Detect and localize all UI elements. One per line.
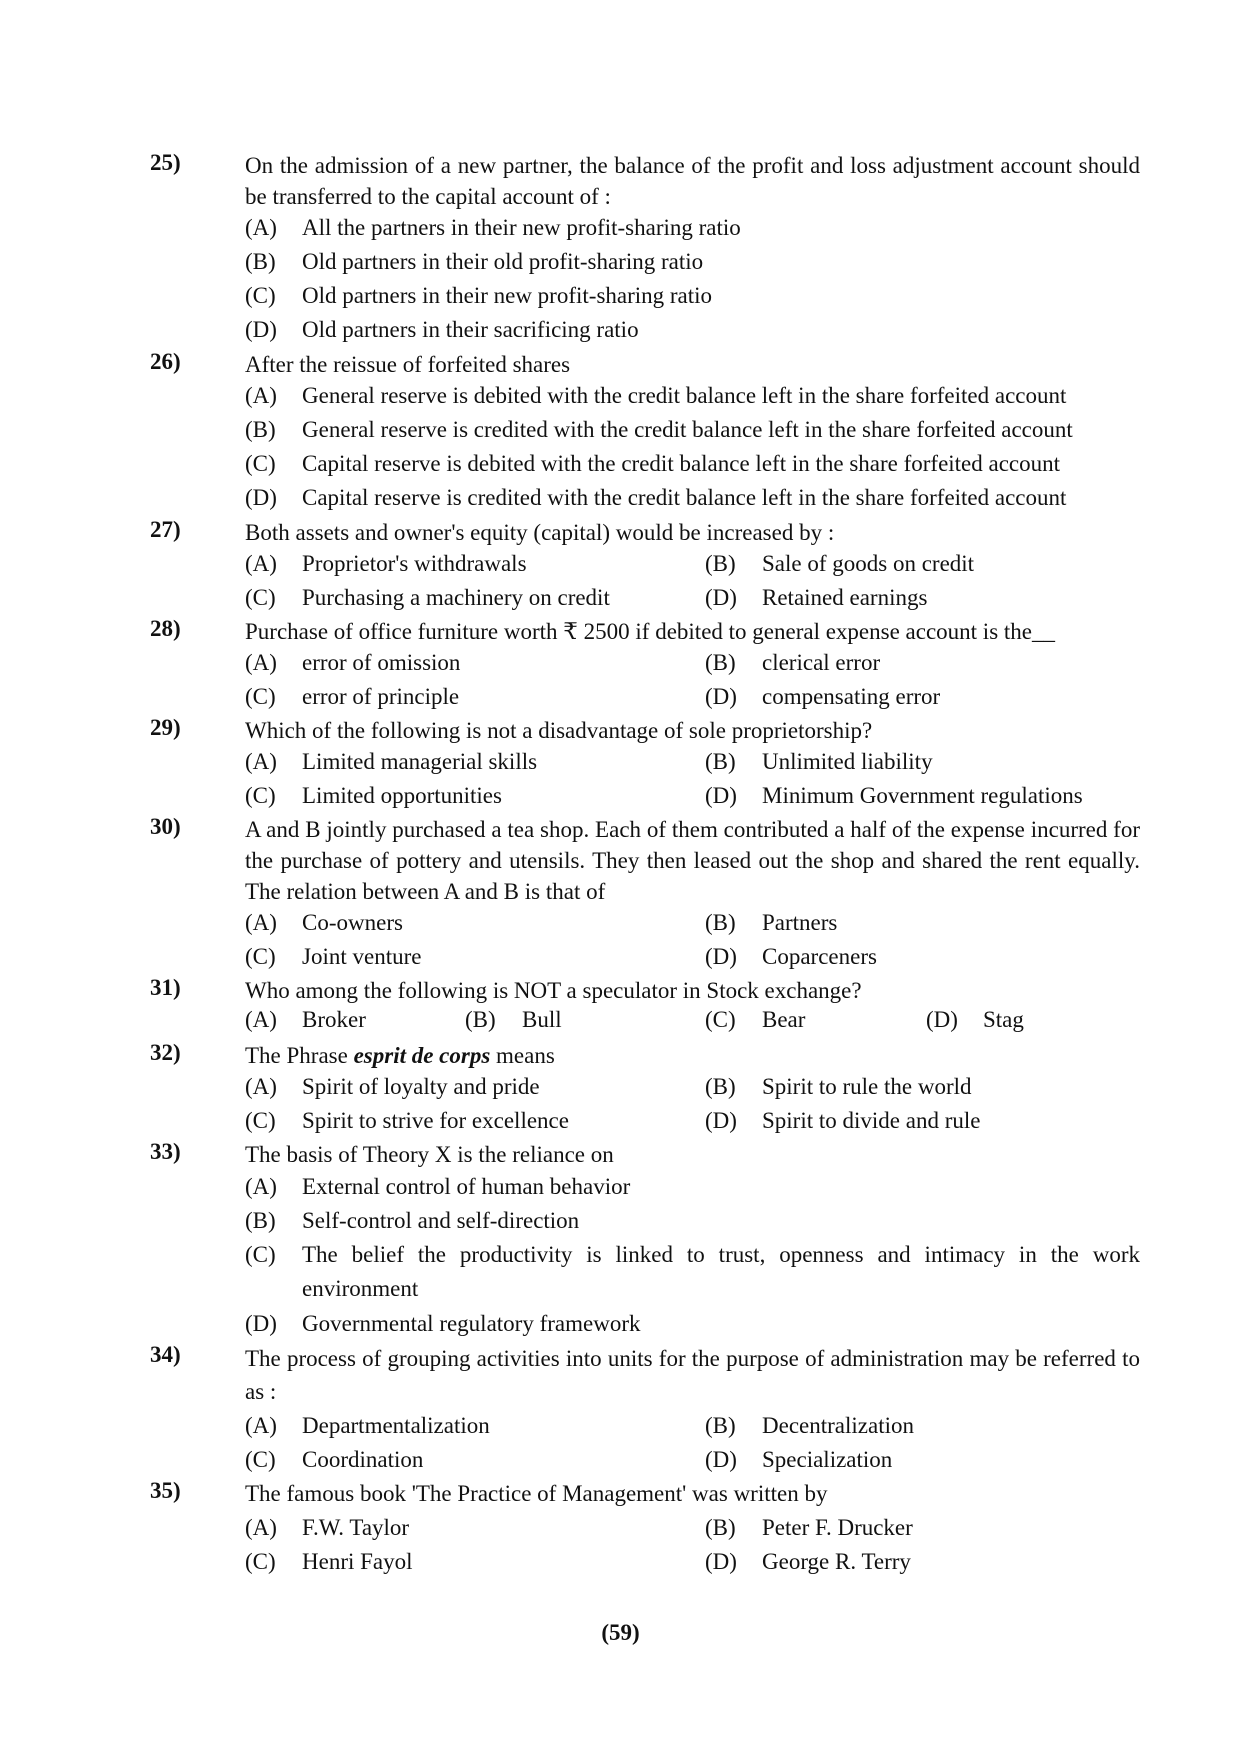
option-label: (B) <box>705 749 736 774</box>
option-text: Departmentalization <box>302 1413 490 1438</box>
option-text: Limited managerial skills <box>302 749 538 774</box>
option-label: (A) <box>245 215 277 240</box>
option-label: (A) <box>245 551 277 576</box>
option-text: Spirit of loyalty and pride <box>302 1074 540 1099</box>
option-text: Old partners in their old profit-sharing ratio <box>302 249 704 274</box>
option-b <box>705 548 974 579</box>
option-text: General reserve is credited with the credit balance left in the share forfeited account <box>302 417 1073 442</box>
option-label: (C) <box>245 1447 276 1472</box>
option-label: (D) <box>245 1311 277 1336</box>
option-text: Decentralization <box>762 1413 914 1438</box>
option-text: Peter F. Drucker <box>762 1515 913 1540</box>
question-text: The basis of Theory X is the reliance on <box>245 1142 614 1167</box>
option-d <box>245 1307 1140 1341</box>
option-a <box>245 380 1066 411</box>
option-text: compensating error <box>762 684 941 709</box>
option-label: (D) <box>705 585 737 610</box>
option-text: Partners <box>762 910 838 935</box>
option-text: clerical error <box>762 650 881 675</box>
option-text: Co-owners <box>302 910 403 935</box>
option-c <box>245 780 502 811</box>
option-d <box>705 582 927 613</box>
option-a <box>245 1410 490 1441</box>
option-label: (D) <box>705 1549 737 1574</box>
question-number: 28) <box>150 616 181 641</box>
option-b <box>705 1071 972 1102</box>
option-text: Sale of goods on credit <box>762 551 975 576</box>
question-text: Both assets and owner's equity (capital) would be increased by : <box>245 520 835 545</box>
option-label: (A) <box>245 383 277 408</box>
option-c <box>245 1444 423 1475</box>
option-label: (B) <box>705 1074 736 1099</box>
option-a <box>245 1071 540 1102</box>
question-text <box>245 1040 1140 1071</box>
option-a <box>245 212 741 243</box>
option-text: The belief the productivity is linked to trust, openness and intimacy in the work environment <box>302 1242 1140 1301</box>
option-c <box>245 1105 569 1136</box>
option-d <box>705 681 940 712</box>
option-text: error of omission <box>302 650 461 675</box>
option-label: (B) <box>705 1515 736 1540</box>
option-c <box>245 1546 413 1577</box>
option-text: Old partners in their new profit-sharing ratio <box>302 283 713 308</box>
option-c <box>245 1238 1140 1306</box>
option-a <box>245 907 403 938</box>
option-text: Self-control and self-direction <box>302 1208 580 1233</box>
option-label: (C) <box>245 1108 276 1133</box>
question-number: 33) <box>150 1139 181 1164</box>
option-b <box>705 1410 914 1441</box>
option-label: (D) <box>705 783 737 808</box>
option-text: Spirit to divide and rule <box>762 1108 981 1133</box>
option-label: (C) <box>245 1549 276 1574</box>
option-text: Spirit to strive for excellence <box>302 1108 569 1133</box>
option-text: Retained earnings <box>762 585 928 610</box>
option-label: (C) <box>245 684 276 709</box>
option-label: (A) <box>245 650 277 675</box>
option-text: Minimum Government regulations <box>762 783 1083 808</box>
option-label: (A) <box>245 1174 277 1199</box>
option-text: Bear <box>762 1007 806 1032</box>
option-label: (D) <box>245 317 277 342</box>
option-c <box>245 941 421 972</box>
option-b <box>705 1512 913 1543</box>
option-label: (B) <box>705 910 736 935</box>
option-text: Stag <box>983 1007 1024 1032</box>
question-text: Purchase of office furniture worth ₹ 2500 if debited to general expense account is the__ <box>245 619 1055 644</box>
option-label: (A) <box>245 1007 277 1032</box>
question-number: 30) <box>150 814 181 839</box>
option-label: (C) <box>705 1007 736 1032</box>
question-text: On the admission of a new partner, the balance of the profit and loss adjustment account should be transferred to the capital account of : <box>245 153 1140 209</box>
option-d <box>705 780 1083 811</box>
option-a <box>245 647 460 678</box>
option-text: Purchasing a machinery on credit <box>302 585 610 610</box>
option-label: (C) <box>245 944 276 969</box>
question-number: 32) <box>150 1040 181 1065</box>
option-label: (C) <box>245 451 276 476</box>
option-a <box>245 746 537 777</box>
option-text: Capital reserve is debited with the credit balance left in the share forfeited account <box>302 451 1061 476</box>
option-d <box>245 314 639 345</box>
option-text: All the partners in their new profit-sharing ratio <box>302 215 741 240</box>
option-b <box>705 647 880 678</box>
option-label: (D) <box>245 485 277 510</box>
question-number: 26) <box>150 349 181 374</box>
question-text-emphasis: esprit de corps <box>353 1043 491 1068</box>
question-text: A and B jointly purchased a tea shop. Each of them contributed a half of the expense incurred for the purchase of pottery and utensils. They then leased out the shop and shared the rent equally. The relation between A and B is that of <box>245 817 1140 904</box>
option-text: George R. Terry <box>762 1549 911 1574</box>
option-label: (D) <box>705 684 737 709</box>
question-text: The process of grouping activities into units for the purpose of administration may be referred to as : <box>245 1346 1140 1404</box>
option-d <box>705 1444 892 1475</box>
option-text: Henri Fayol <box>302 1549 413 1574</box>
option-c <box>245 681 459 712</box>
option-d <box>705 1546 911 1577</box>
option-b <box>465 1004 562 1035</box>
option-label: (B) <box>245 417 276 442</box>
option-text: Limited opportunities <box>302 783 502 808</box>
option-d <box>926 1004 1024 1035</box>
question-text-before: The Phrase <box>245 1043 354 1068</box>
option-text: External control of human behavior <box>302 1174 631 1199</box>
option-text: Specialization <box>762 1447 893 1472</box>
question-number: 27) <box>150 517 181 542</box>
option-text: Old partners in their sacrificing ratio <box>302 317 639 342</box>
option-b <box>245 414 1073 445</box>
option-label: (D) <box>705 1447 737 1472</box>
question-text: Which of the following is not a disadvantage of sole proprietorship? <box>245 718 873 743</box>
question-number: 25) <box>150 150 181 175</box>
option-b <box>705 746 933 777</box>
option-text: Proprietor's withdrawals <box>302 551 527 576</box>
option-label: (B) <box>245 1208 276 1233</box>
option-c <box>245 582 610 613</box>
option-c <box>245 448 1060 479</box>
option-text: General reserve is debited with the credit balance left in the share forfeited account <box>302 383 1067 408</box>
option-text: Bull <box>522 1007 562 1032</box>
option-label: (B) <box>705 650 736 675</box>
question-number: 34) <box>150 1342 181 1367</box>
option-text: Capital reserve is credited with the credit balance left in the share forfeited account <box>302 485 1067 510</box>
option-label: (D) <box>926 1007 958 1032</box>
option-text: Spirit to rule the world <box>762 1074 972 1099</box>
question-number: 31) <box>150 975 181 1000</box>
option-label: (A) <box>245 1515 277 1540</box>
option-text: Joint venture <box>302 944 422 969</box>
option-label: (C) <box>245 783 276 808</box>
option-text: F.W. Taylor <box>302 1515 410 1540</box>
option-b <box>245 246 703 277</box>
option-label: (B) <box>705 1413 736 1438</box>
option-text: Governmental regulatory framework <box>302 1311 641 1336</box>
question-text-after: means <box>490 1043 555 1068</box>
question-text: Who among the following is NOT a speculator in Stock exchange? <box>245 978 862 1003</box>
option-d <box>705 941 877 972</box>
question-text: After the reissue of forfeited shares <box>245 352 571 377</box>
question-number: 29) <box>150 715 181 740</box>
option-a <box>245 1170 1140 1204</box>
option-c <box>245 280 712 311</box>
option-label: (B) <box>245 249 276 274</box>
option-label: (A) <box>245 1074 277 1099</box>
option-a <box>245 548 527 579</box>
option-d <box>245 482 1066 513</box>
option-text: error of principle <box>302 684 460 709</box>
option-text: Coparceners <box>762 944 877 969</box>
option-label: (A) <box>245 910 277 935</box>
option-b <box>245 1204 1140 1238</box>
page-number: (59) <box>601 1620 640 1645</box>
option-text: Broker <box>302 1007 366 1032</box>
option-label: (C) <box>245 283 276 308</box>
option-label: (A) <box>245 749 277 774</box>
option-label: (D) <box>705 944 737 969</box>
option-a <box>245 1512 409 1543</box>
option-d <box>705 1105 980 1136</box>
option-c <box>705 1004 805 1035</box>
option-label: (C) <box>245 585 276 610</box>
option-a <box>245 1004 366 1035</box>
question-text: The famous book 'The Practice of Management' was written by <box>245 1481 828 1506</box>
option-label: (D) <box>705 1108 737 1133</box>
option-text: Unlimited liability <box>762 749 933 774</box>
question-number: 35) <box>150 1478 181 1503</box>
option-label: (B) <box>465 1007 496 1032</box>
option-label: (A) <box>245 1413 277 1438</box>
option-label: (B) <box>705 551 736 576</box>
option-text: Coordination <box>302 1447 424 1472</box>
option-label: (C) <box>245 1242 276 1267</box>
option-b <box>705 907 837 938</box>
